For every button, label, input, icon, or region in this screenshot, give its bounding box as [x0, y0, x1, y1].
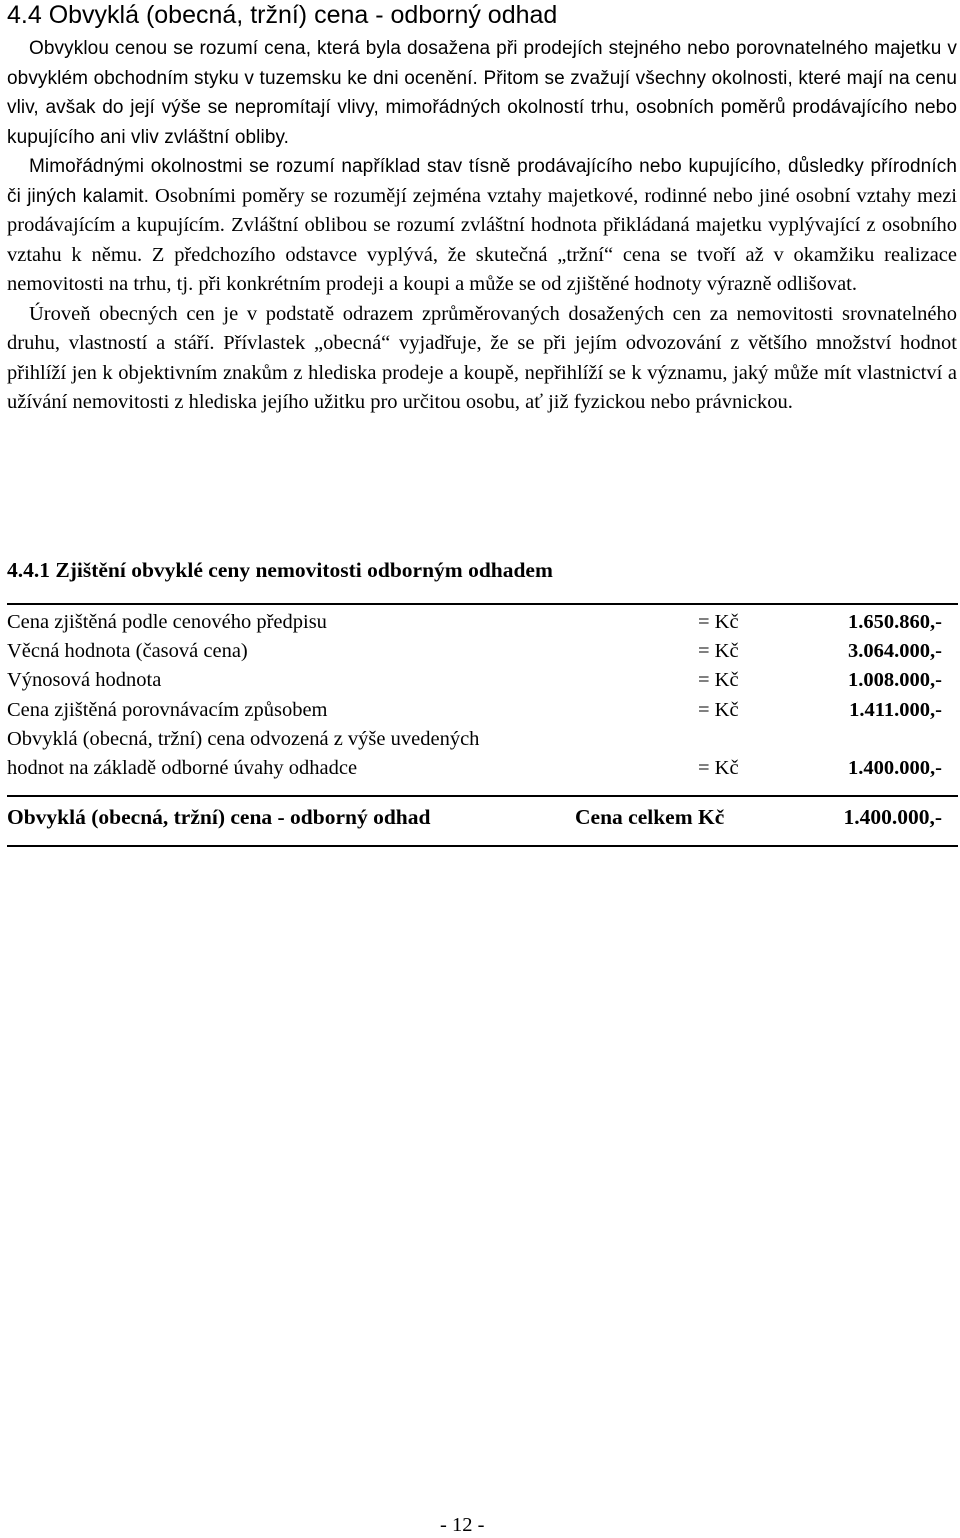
total-value: 1.400.000,-	[843, 805, 942, 829]
total-row	[7, 802, 958, 832]
row-currency: = Kč	[698, 669, 739, 692]
table-row	[7, 725, 958, 783]
row-label	[7, 725, 479, 783]
total-label: Obvyklá (obecná, tržní) cena - odborný odhad	[7, 805, 431, 829]
page-number: - 12 -	[440, 1514, 485, 1536]
paragraph-circumstances-lead: Mimořádnými okolnostmi se rozumí například stav tísně prodávajícího nebo kupujícího, důsledky přírodních či jiných kalamit.	[7, 156, 957, 207]
row-label: Výnosová hodnota	[7, 669, 162, 692]
paragraph-general-price: Úroveň obecných cen je v podstatě odrazem zprůměrovaných dosažených cen za nemovitosti srovnatelného druhu, vlastností a stáří. Přívlastek „obecná“ vyjadřuje, že se při jejím odvozování z většího množství hodnot přihlíží jen k objektivním znakům z hlediska prodeje a koupě, nepřihlíží se k významu, jaký může mít vlastnictví a užívání nemovitosti z hlediska jejího užitku pro určitou osobu, ať již fyzickou nebo právnickou.	[7, 302, 957, 413]
row-currency: = Kč	[698, 698, 739, 721]
row-label-line2: hodnot na základě odborné úvahy odhadce	[7, 756, 358, 779]
row-label-line1: Obvyklá (obecná, tržní) cena odvozená z výše uvedených	[7, 727, 480, 750]
table-row	[7, 608, 958, 637]
table-row	[7, 666, 958, 695]
values-table	[7, 608, 958, 783]
table-row	[7, 637, 958, 666]
row-currency: = Kč	[698, 640, 739, 663]
row-value: 1.411.000,-	[849, 698, 942, 721]
row-currency: = Kč	[698, 756, 739, 779]
paragraph-definition: Obvyklou cenou se rozumí cena, která byla dosažena při prodejích stejného nebo porovnatelného majetku v obvyklém obchodním styku v tuzemsku ke dni ocenění. Přitom se zvažují všechny okolnosti, které mají na cenu vliv, avšak do její výše se nepromítají vlivy, mimořádných okolností trhu, osobních poměrů prodávajícího nebo kupujícího ani vliv zvláštní obliby.	[7, 38, 957, 148]
row-label: Cena zjištěná porovnávacím způsobem	[7, 698, 328, 721]
paragraph-circumstances	[7, 152, 957, 300]
table-row	[7, 696, 958, 725]
paragraph-circumstances-rest: Osobními poměry se rozumějí zejména vztahy majetkové, rodinné nebo jiné osobní vztahy mezi prodávajícím a kupujícím. Zvláštní oblibou se rozumí zvláštní hodnota přikládaná majetku vyplývající z osobního vztahu k němu. Z předchozího odstavce vyplývá, že skutečná „tržní“ cena se tvoří až v okamžiku realizace nemovitosti na trhu, tj. při konkrétním prodeji a koupi a může se od zjištěné hodnoty výrazně odlišovat.	[7, 184, 958, 295]
subsection-title: 4.4.1 Zjištění obvyklé ceny nemovitosti odborným odhadem	[7, 558, 553, 582]
row-label: Cena zjištěná podle cenového předpisu	[7, 611, 327, 633]
row-label: Věcná hodnota (časová cena)	[7, 640, 248, 663]
table-top-rule	[7, 603, 958, 605]
total-bottom-rule	[7, 845, 958, 847]
row-value: 1.400.000,-	[848, 756, 942, 779]
body-text	[7, 34, 957, 418]
total-top-rule	[7, 795, 958, 797]
row-value: 1.650.860,-	[848, 610, 942, 633]
section-title: 4.4 Obvyklá (obecná, tržní) cena - odborný odhad	[7, 1, 558, 29]
total-middle-label: Cena celkem Kč	[575, 805, 725, 829]
row-currency: = Kč	[698, 610, 739, 633]
row-value: 1.008.000,-	[848, 669, 942, 692]
row-value: 3.064.000,-	[848, 640, 942, 663]
